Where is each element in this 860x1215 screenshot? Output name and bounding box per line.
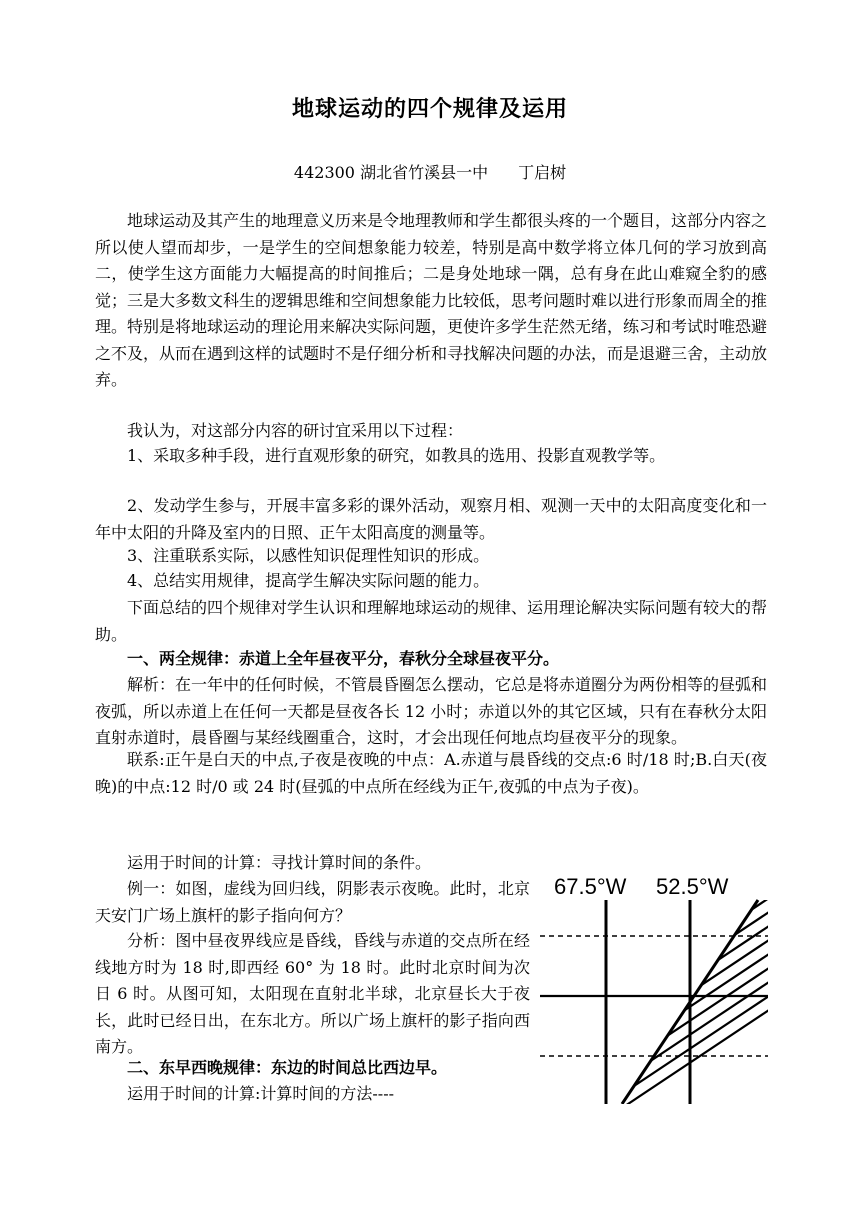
intro-paragraph: 地球运动及其产生的地理意义历来是令地理教师和学生都很头疼的一个题目，这部分内容之所以使人望而却步，一是学生的空间想象能力较差，特别是高中数学将立体几何的学习放到高二，使学生这方面能力大幅提高的时间推后；二是身处地球一隅，总有身在此山难窥全豹的感觉；三是大多数文科生的逻辑思维和空间想象能力比较低，思考问题时难以进行形象而周全的推理。特别是将地球运动的理论用来解决实际问题，更使许多学生茫然无绪，练习和考试时唯恐避之不及，从而在遇到这样的试题时不是仔细分析和寻找解决问题的办法，而是退避三舍，主动放弃。 — [95, 211, 768, 389]
byline — [0, 160, 860, 183]
analysis-paragraph: 解析：在一年中的任何时候，不管晨昏圈怎么摆动，它总是将赤道圈分为两份相等的昼弧和夜弧，所以赤道上在任何一天都是昼夜各长 12 小时；赤道以外的其它区域，只有在春秋分太阳直射赤道时，晨昏圈与某经线圈重合，这时，才会出现任何地点均昼夜平分的现象。 — [95, 675, 768, 747]
longitude-label-left: 67.5°W — [554, 874, 627, 899]
list-item-1: 1、采取多种手段，进行直观形象的研究，如教具的选用、投影直观教学等。 — [127, 446, 666, 465]
process-intro: 我认为，对这部分内容的研讨宜采用以下过程： — [127, 421, 464, 440]
method-paragraph: 运用于时间的计算:计算时间的方法---- — [127, 1084, 395, 1103]
section-heading-2: 二、东早西晚规律：东边的时间总比西边早。 — [127, 1058, 448, 1077]
author-affiliation: 442300 湖北省竹溪县一中 — [293, 163, 489, 182]
list-item-3: 3、注重联系实际，以感性知识促理性知识的形成。 — [127, 546, 490, 565]
section-heading-1: 一、两全规律：赤道上全年昼夜平分，春秋分全球昼夜平分。 — [127, 649, 560, 668]
terminator-diagram — [540, 864, 768, 1104]
application-paragraph: 运用于时间的计算：寻找计算时间的条件。 — [127, 853, 432, 872]
example-paragraph: 例一：如图，虚线为回归线，阴影表示夜晚。此时，北京天安门广场上旗杆的影子指向何方？ — [95, 879, 530, 925]
summary-paragraph: 下面总结的四个规律对学生认识和理解地球运动的规律、运用理论解决实际问题有较大的帮助。 — [95, 598, 768, 644]
list-item-2: 2、发动学生参与，开展丰富多彩的课外活动，观察月相、观测一天中的太阳高度变化和一年中太阳的升降及室内的日照、正午太阳高度的测量等。 — [95, 496, 767, 542]
solution-paragraph: 分析：图中昼夜界线应是昏线，昏线与赤道的交点所在经线地方时为 18 时,即西经 60° 为 18 时。此时北京时间为次日 6 时。从图可知，太阳现在直射北半球，北京昼长大于夜长，此时已经日出，在东北方。所以广场上旗杆的影子指向西南方。 — [95, 931, 530, 1056]
connection-paragraph: 联系:正午是白天的中点,子夜是夜晚的中点：A.赤道与晨昏线的交点:6 时/18 时;B.白天(夜晚)的中点:12 时/0 或 24 时(昼弧的中点所在经线为正午,夜弧的中点为子夜)。 — [95, 750, 767, 796]
list-item-4: 4、总结实用规律，提高学生解决实际问题的能力。 — [127, 571, 490, 590]
longitude-label-right: 52.5°W — [656, 874, 729, 899]
terminator-figure — [540, 864, 768, 1104]
page-title: 地球运动的四个规律及运用 — [291, 97, 568, 122]
author-name: 丁启树 — [518, 163, 567, 182]
